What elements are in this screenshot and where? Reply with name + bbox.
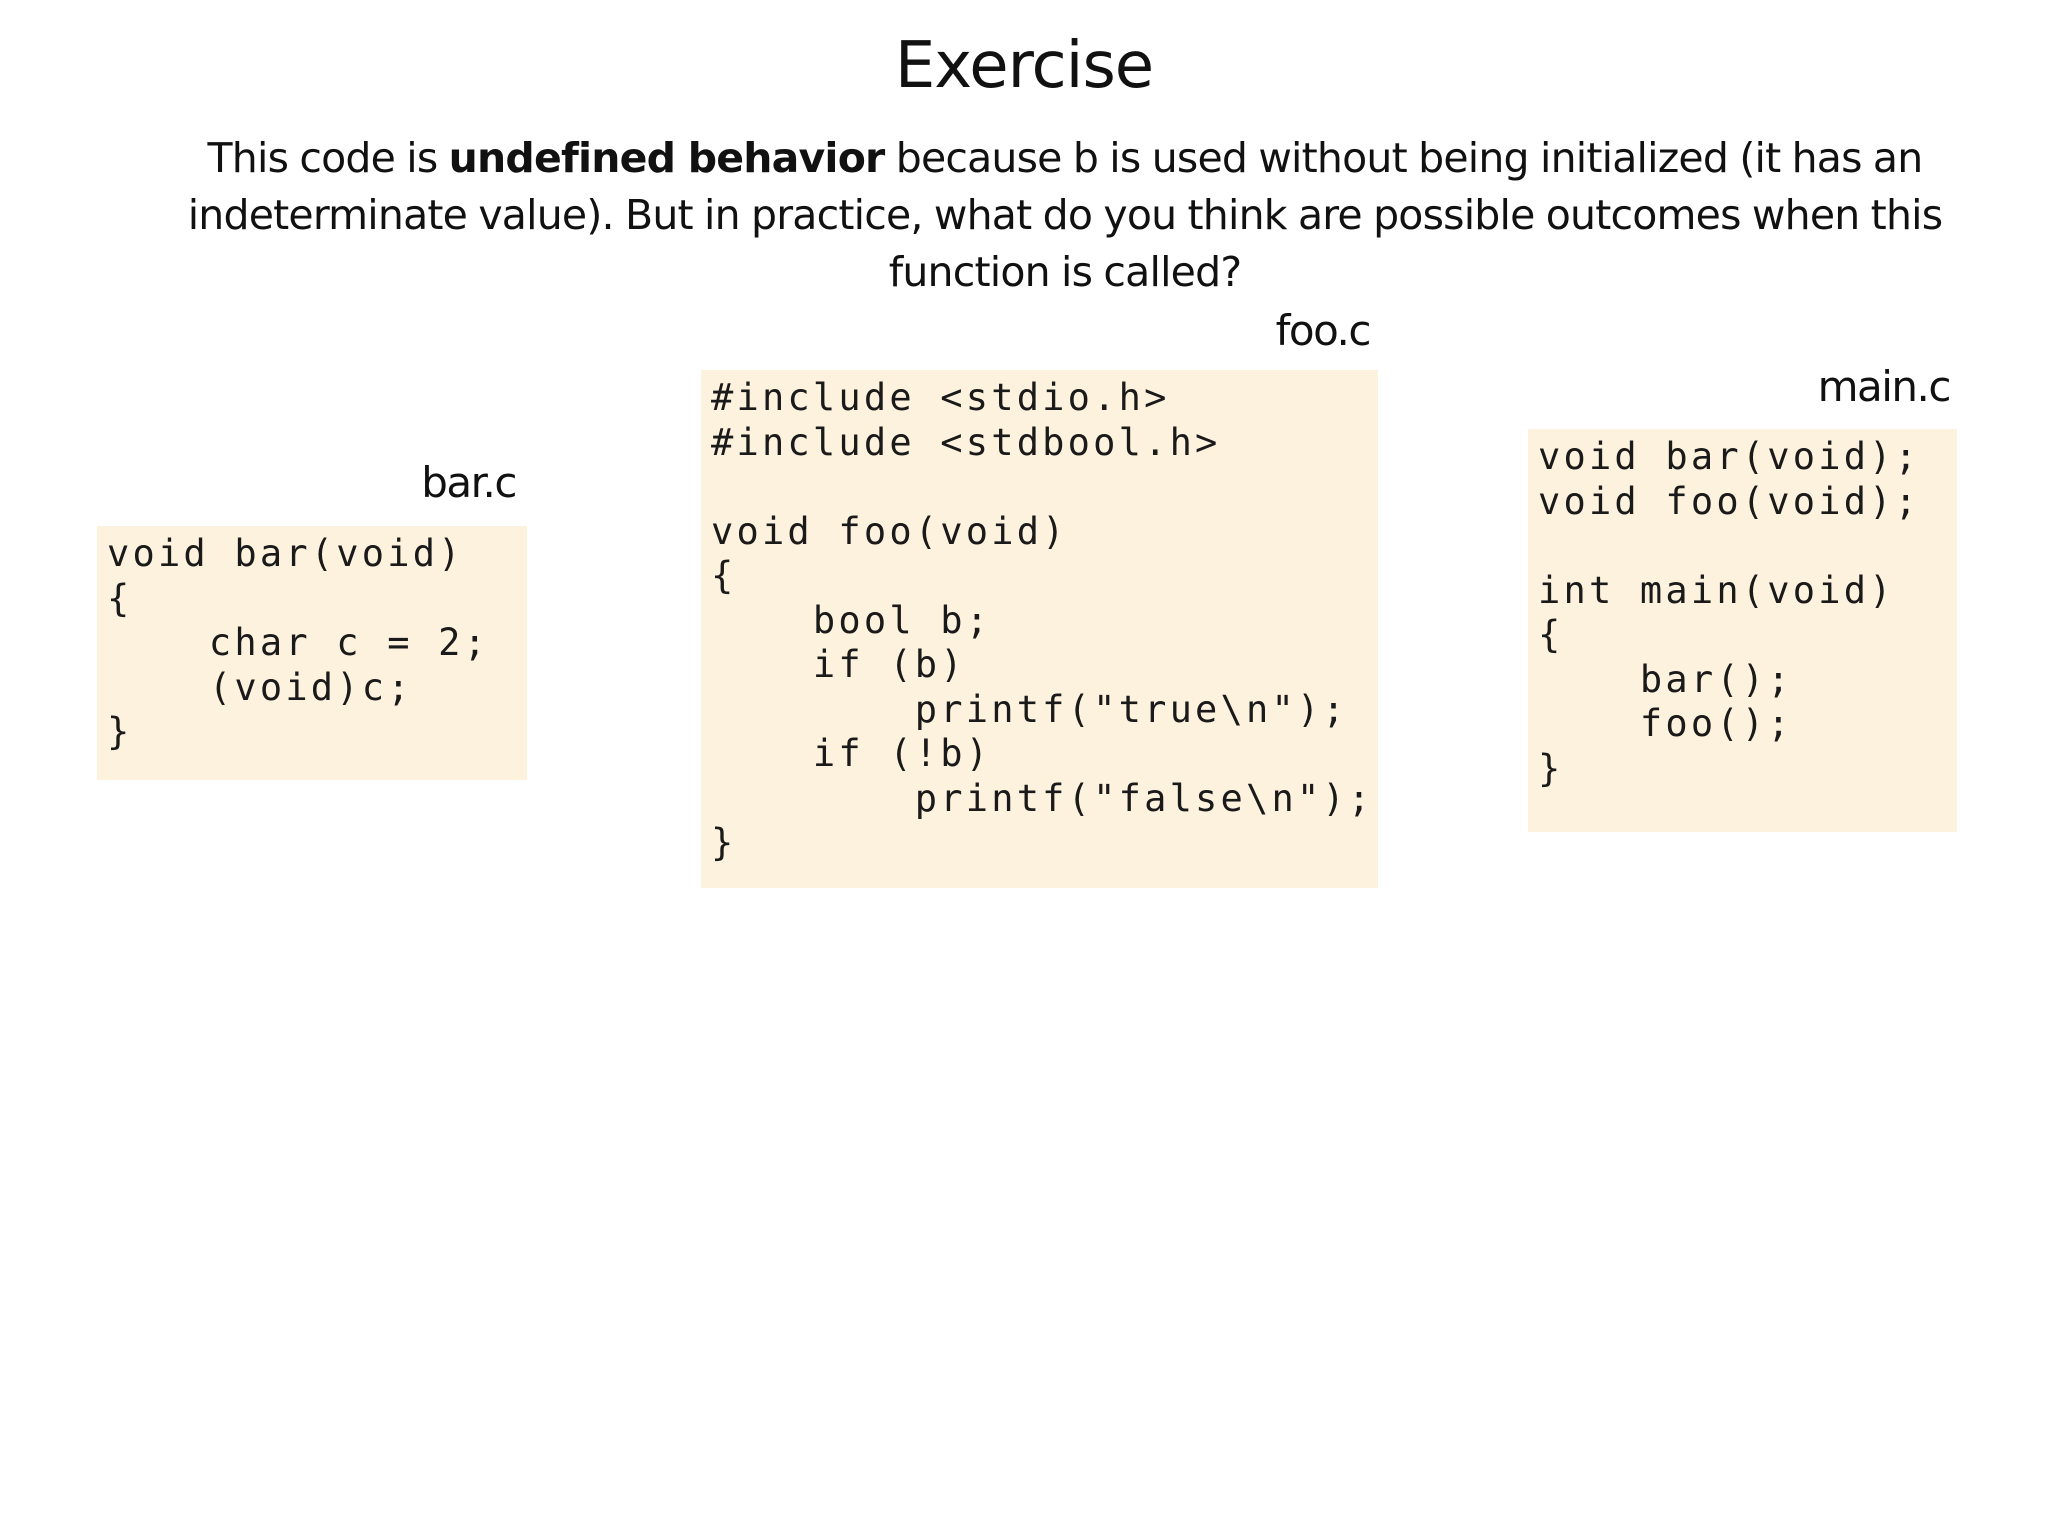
foo-code: #include <stdio.h> #include <stdbool.h> void foo(void) { bool b; if (b) printf("true\n"); if (!b) printf("false\n"); } [711,376,1374,864]
exercise-description [170,130,1960,301]
description-text-1: This code is [207,134,449,182]
main-code: void bar(void); void foo(void); int main(void) { bar(); foo(); } [1538,435,1921,790]
slide-title: Exercise [894,29,1154,103]
description-text-3: is used without being initialized (it has an indeterminate value). But in practice, what do you think are possible outcomes when this function is called? [187,134,1943,296]
bar-code: void bar(void) { char c = 2; (void)c; } [107,532,490,753]
main-code-box [1528,429,1957,832]
description-inline-code: b [1072,134,1099,182]
description-text-2: because [884,134,1073,182]
foo-code-box [701,370,1378,888]
main-file-label: main.c [1817,362,1950,411]
description-bold-term: undefined behavior [448,134,885,182]
bar-code-box [97,526,527,780]
foo-file-label: foo.c [1275,306,1370,355]
bar-file-label: bar.c [421,458,516,507]
